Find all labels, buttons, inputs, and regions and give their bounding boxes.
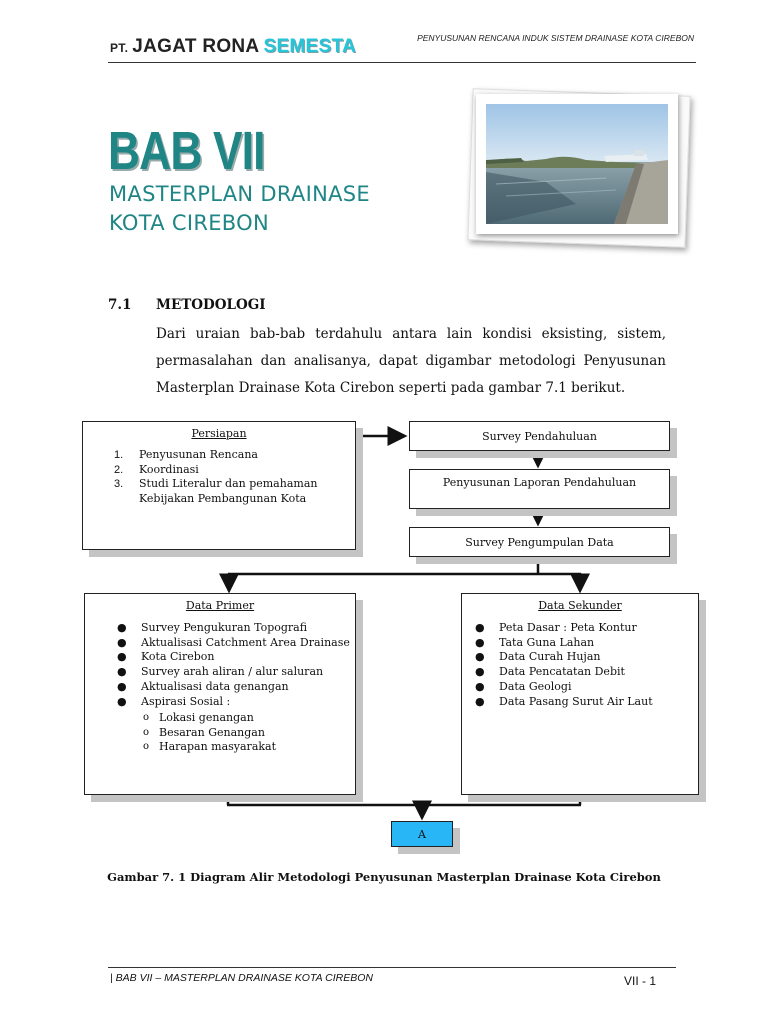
- connector-a: [391, 821, 453, 847]
- list-item: 3. Studi Literalur dan pemahaman: [114, 477, 318, 491]
- list-item: ● Data Geologi: [475, 679, 572, 693]
- footer-divider: [108, 967, 676, 968]
- chapter-label: BAB VII: [108, 121, 265, 181]
- survey-pendahuluan-label: Survey Pendahuluan: [482, 429, 597, 443]
- list-item: 1. Penyusunan Rencana: [114, 448, 258, 461]
- list-item: ● Aktualisasi data genangan: [117, 679, 289, 693]
- list-item: ● Tata Guna Lahan: [475, 635, 595, 649]
- data-primer-title: Data Primer: [185, 599, 255, 612]
- chapter-title-line1: MASTERPLAN DRAINASE: [109, 182, 370, 206]
- box-survey-pengumpulan: [409, 527, 670, 557]
- laporan-pendahuluan-label: Penyusunan Laporan Pendahuluan: [442, 476, 637, 489]
- company-prefix: PT.: [110, 41, 129, 55]
- footer-chapter-text: | BAB VII – MASTERPLAN DRAINASE KOTA CIREBON: [110, 972, 373, 984]
- document-title: PENYUSUNAN RENCANA INDUK SISTEM DRAINASE KOTA CIREBON: [417, 33, 694, 43]
- list-item: ● Data Pencatatan Debit: [475, 665, 625, 679]
- page-number: VII - 1: [624, 974, 657, 988]
- list-item: Kebijakan Pembangunan Kota: [139, 492, 307, 506]
- list-item: ● Aktualisasi Catchment Area Drainase: [117, 635, 350, 649]
- list-item: ● Data Curah Hujan: [475, 650, 601, 664]
- list-item: ● Survey Pengukuran Topografi: [117, 621, 308, 634]
- section-number: 7.1: [108, 297, 132, 313]
- persiapan-list: [114, 448, 318, 507]
- data-primer-list: [117, 621, 350, 709]
- survey-pengumpulan-label: Survey Pengumpulan Data: [465, 535, 614, 549]
- list-item: ● Data Pasang Surut Air Laut: [475, 694, 653, 708]
- section-title: METODOLOGI: [156, 297, 266, 313]
- company-name-part1: JAGAT RONA: [132, 36, 260, 57]
- list-item: ● Aspirasi Sosial :: [117, 694, 231, 708]
- chapter-title-line2: KOTA CIREBON: [109, 211, 269, 235]
- box-penyusunan-laporan: [409, 469, 670, 509]
- list-item: o Lokasi genangan: [143, 711, 254, 724]
- company-name-part2: SEMESTA: [263, 36, 357, 57]
- figure-caption: Gambar 7. 1 Diagram Alir Metodologi Penyusunan Masterplan Drainase Kota Cirebon: [107, 870, 661, 884]
- box-data-primer: [84, 593, 356, 795]
- data-sekunder-title: Data Sekunder: [538, 599, 622, 612]
- data-sekunder-list: [475, 621, 653, 709]
- list-item: o Besaran Genangan: [143, 725, 265, 739]
- list-item: ● Peta Dasar : Peta Kontur: [475, 621, 637, 634]
- box-persiapan: [82, 421, 356, 550]
- list-item: 2. Koordinasi: [114, 462, 199, 476]
- box-data-sekunder: [461, 593, 699, 795]
- list-item: ● Kota Cirebon: [117, 650, 215, 664]
- box-survey-pendahuluan: [409, 421, 670, 451]
- list-item: o Harapan masyarakat: [143, 740, 277, 754]
- list-item: ● Survey arah aliran / alur saluran: [117, 665, 324, 679]
- connector-a-label: A: [418, 827, 426, 841]
- persiapan-title: Persiapan: [191, 427, 247, 440]
- data-primer-sublist: [143, 711, 277, 755]
- body-paragraph: Dari uraian bab-bab terdahulu antara lain kondisi eksisting, sistem, permasalahan dan analisanya, dapat digambar metodologi Penyusunan Masterplan Drainase Kota Cirebon seperti pada gambar 7.1 berikut.: [156, 326, 666, 396]
